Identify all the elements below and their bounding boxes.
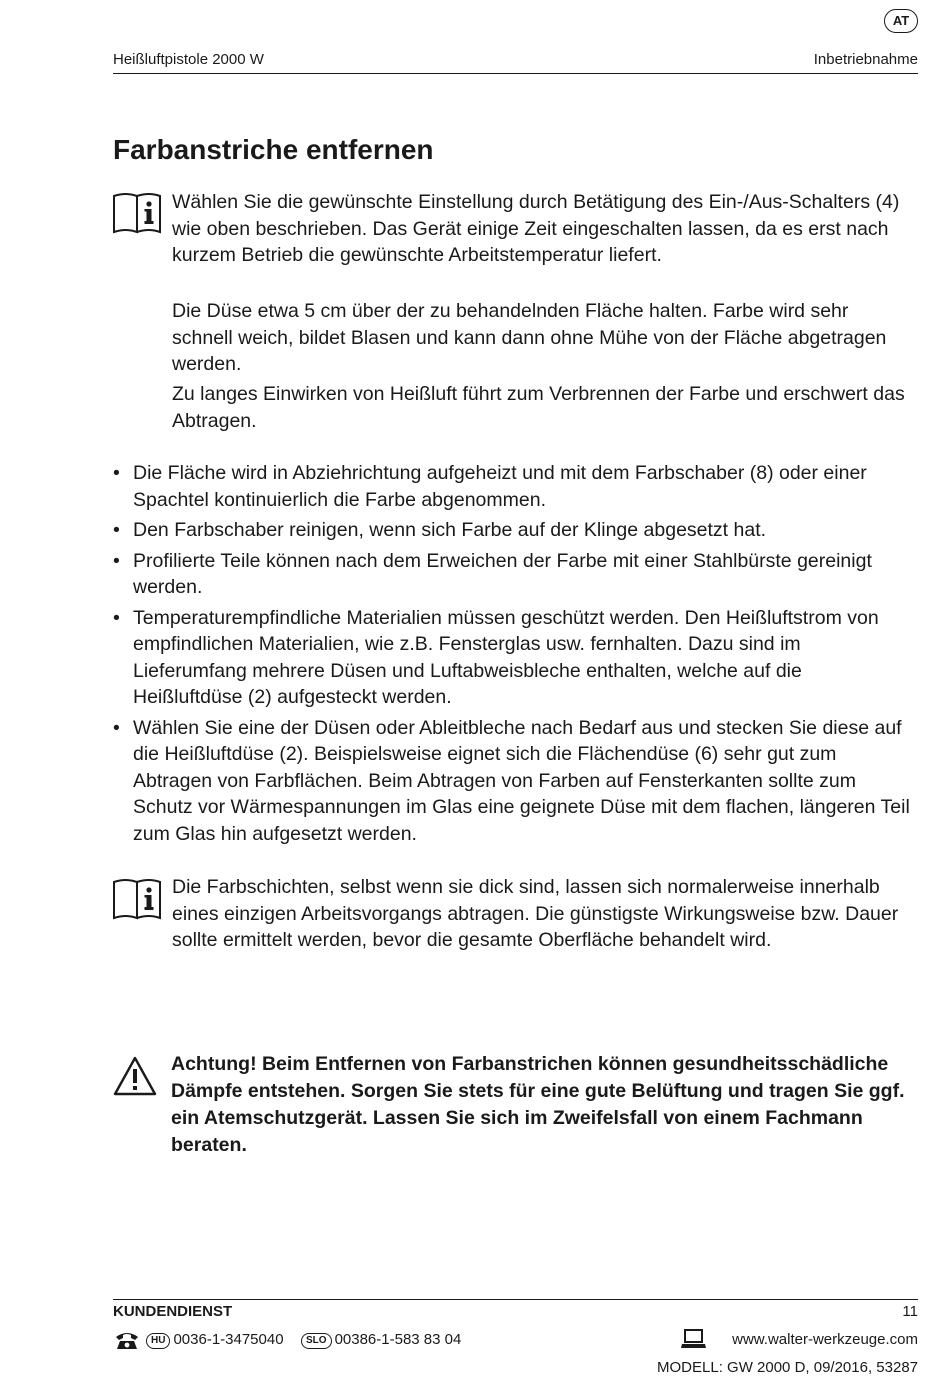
hu-badge: HU — [146, 1333, 170, 1349]
info-paragraph-2: Die Düse etwa 5 cm über der zu behandelnden Fläche halten. Farbe wird sehr schnell weich, bildet Blasen und kann dann ohne Mühe von der Fläche abgetragen werden. — [172, 300, 887, 375]
list-item-text: Den Farbschaber reinigen, wenn sich Farbe auf der Klinge abgesetzt hat. — [133, 519, 767, 541]
model-info: MODELL: GW 2000 D, 09/2016, 53287 — [657, 1359, 918, 1376]
header-rule — [113, 73, 918, 74]
bullet-marker: • — [113, 716, 120, 739]
footer-rule — [113, 1299, 918, 1300]
book-info-icon — [112, 878, 164, 920]
warning-text: Achtung! Beim Entfernen von Farbanstrichen können gesundheitsschädliche Dämpfe entstehen. Sorgen Sie stets für eine gute Belüftung und tragen Sie ggf. ein Atemschutzgerät. Lassen Sie sich im Zweifelsfall von einem Fachmann beraten. — [171, 1053, 905, 1156]
bullet-marker: • — [113, 606, 120, 629]
book-info-icon — [112, 192, 164, 234]
list-item-text: Die Fläche wird in Abziehrichtung aufgeheizt und mit dem Farbschaber (8) oder einer Spachtel kontinuierlich die Farbe abgenommen. — [133, 462, 867, 511]
phone-hu — [146, 1331, 284, 1349]
country-badge: AT — [884, 9, 918, 33]
phone-slo-number: 00386-1-583 83 04 — [334, 1331, 462, 1348]
list-item — [113, 715, 913, 848]
list-item-text: Temperaturempfindliche Materialien müssen geschützt werden. Den Heißluftstrom von empfindlichen Materialien, wie z.B. Fensterglas usw. fernhalten. Dazu sind im Lieferumfang mehrere Düsen und Luftabweisbleche enthalten, welche auf die Heißluftdüse (2) aufgesteckt werden. — [133, 606, 879, 708]
header-section: Inbetriebnahme — [813, 51, 918, 68]
page-number: 11 — [902, 1303, 918, 1320]
telephone-icon — [114, 1330, 140, 1350]
header-product: Heißluftpistole 2000 W — [113, 51, 264, 68]
customer-service-label: KUNDENDIENST — [113, 1303, 233, 1320]
info-paragraph-4: Die Farbschichten, selbst wenn sie dick sind, lassen sich normalerweise innerhalb eines einzigen Arbeitsvorgangs abtragen. Die günstigste Wirkungsweise bzw. Dauer sollte ermittelt werden, bevor die gesamte Oberfläche behandelt wird. — [172, 876, 899, 951]
computer-icon — [681, 1329, 707, 1349]
info-paragraph-3: Zu langes Einwirken von Heißluft führt zum Verbrennen der Farbe und erschwert das Abtragen. — [172, 383, 905, 432]
website-link[interactable]: www.walter-werkzeuge.com — [732, 1331, 918, 1348]
list-item — [113, 460, 913, 513]
list-item — [113, 548, 913, 601]
bullet-list — [113, 460, 913, 851]
slo-badge: SLO — [301, 1333, 332, 1349]
bullet-marker: • — [113, 519, 120, 541]
page-title: Farbanstriche entfernen — [113, 134, 434, 165]
bullet-marker: • — [113, 549, 120, 572]
list-item-text: Wählen Sie eine der Düsen oder Ableitbleche nach Bedarf aus und stecken Sie diese auf die Heißluftdüse (2). Beispielsweise eignet sich die Flächendüse (6) sehr gut zum Abtragen von Farbflächen. Beim Abtragen von Farben auf Fensterkanten sollte zum Schutz vor Wärmespannungen im Glas eine geignete Düse mit dem flachen, längeren Teil zum Glas hin aufgesetzt werden. — [133, 716, 910, 845]
list-item-text: Profilierte Teile können nach dem Erweichen der Farbe mit einer Stahlbürste gereinigt werden. — [133, 549, 872, 598]
warning-triangle-icon — [112, 1055, 158, 1097]
list-item — [113, 517, 913, 544]
info-paragraph-1: Wählen Sie die gewünschte Einstellung durch Betätigung des Ein-/Aus-Schalters (4) wie oben beschrieben. Das Gerät einige Zeit eingeschalten lassen, da es erst nach kurzem Betrieb die gewünschte Arbeitstemperatur liefert. — [172, 191, 900, 266]
list-item — [113, 605, 913, 711]
phone-hu-number: 0036-1-3475040 — [173, 1331, 284, 1348]
phone-slo — [301, 1331, 461, 1349]
bullet-marker: • — [113, 462, 120, 484]
